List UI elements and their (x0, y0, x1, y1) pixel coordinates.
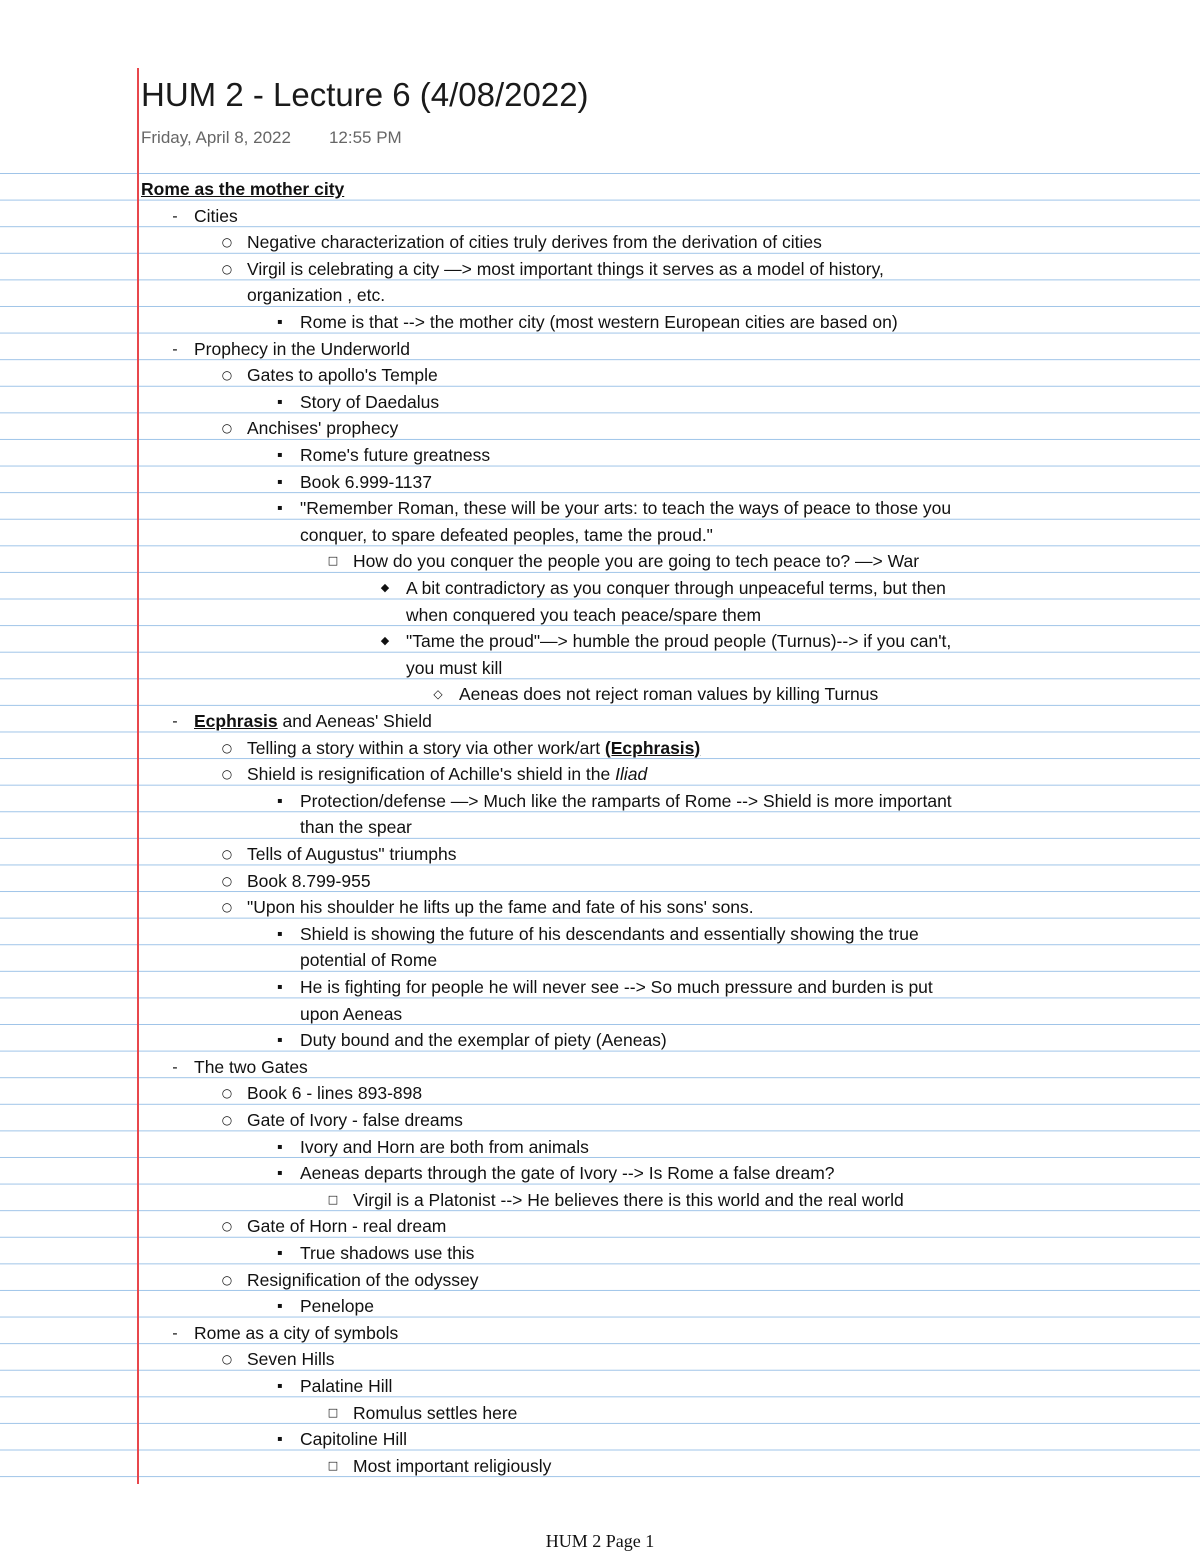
outline-text (300, 469, 432, 496)
text-run: Story of Daedalus (300, 391, 440, 412)
text-run: Shield is resignification of Achille's shield in the (247, 764, 616, 785)
hollow-square-bullet-icon: □ (327, 1405, 339, 1419)
outline-text (247, 1267, 479, 1294)
text-run: Iliad (615, 764, 648, 785)
outline-line[interactable] (0, 1054, 1200, 1081)
dash-bullet-icon: - (172, 339, 178, 358)
outline-line[interactable] (0, 1267, 1200, 1294)
text-run: Cities (194, 205, 238, 226)
page-time: 12:55 PM (328, 128, 402, 147)
outline-text (406, 602, 761, 629)
outline-text (406, 655, 502, 682)
diamond-bullet-icon: ◆ (380, 581, 390, 594)
text-run: conquer, to spare defeated peoples, tame the proud." (300, 524, 713, 545)
text-run: Virgil is a Platonist --> He believes there is this world and the real world (353, 1189, 904, 1210)
outline-text (247, 229, 822, 256)
outline-line[interactable] (0, 1160, 1200, 1187)
outline-line[interactable] (0, 442, 1200, 469)
outline-text (247, 735, 700, 762)
hollow-square-bullet-icon: □ (327, 1458, 339, 1472)
hollow-square-bullet-icon: □ (327, 554, 339, 568)
text-run: Prophecy in the Underworld (194, 338, 410, 359)
circle-bullet-icon: ○ (221, 1113, 233, 1127)
text-run: potential of Rome (300, 950, 438, 971)
outline-text (247, 841, 457, 868)
outline-text (300, 947, 437, 974)
outline-line[interactable] (0, 1240, 1200, 1267)
outline-line[interactable] (0, 788, 1200, 815)
text-run: Protection/defense —> Much like the ramparts of Rome --> Shield is more important (300, 790, 952, 811)
outline-line[interactable] (0, 1027, 1200, 1054)
outline-line[interactable] (0, 947, 1200, 974)
text-run: He is fighting for people he will never see --> So much pressure and burden is put (300, 977, 933, 997)
outline-text (194, 336, 410, 363)
square-bullet-icon: ▪ (277, 1381, 283, 1390)
circle-bullet-icon: ○ (221, 1272, 233, 1287)
circle-bullet-icon: ○ (221, 368, 233, 383)
outline-text (300, 1293, 374, 1320)
outline-text (353, 1453, 551, 1480)
text-run: organization , etc. (247, 285, 386, 306)
outline-text (300, 1240, 474, 1267)
outline-line[interactable] (0, 708, 1200, 735)
outline-text (194, 708, 432, 735)
outline-text (247, 362, 438, 389)
text-run: and Aeneas' Shield (277, 711, 432, 731)
text-run: Virgil is celebrating a city —> most important things it serves as a model of history, (247, 258, 884, 279)
outline-line[interactable] (0, 841, 1200, 868)
outline-line[interactable] (0, 575, 1200, 602)
outline-text (300, 1001, 402, 1028)
square-bullet-icon: ▪ (277, 476, 283, 486)
outline-line[interactable] (0, 309, 1200, 336)
outline-line[interactable] (0, 974, 1200, 1001)
dash-bullet-icon: - (172, 1323, 178, 1342)
text-run: Negative characterization of cities truly derives from the derivation of cities (247, 232, 822, 253)
text-run: Gate of Ivory - false dreams (247, 1110, 463, 1130)
outline-text (247, 1080, 422, 1107)
outline-line[interactable] (0, 548, 1200, 575)
circle-bullet-icon: ○ (221, 235, 233, 250)
outline-line[interactable] (0, 1320, 1200, 1347)
outline-text (247, 894, 754, 921)
outline-text (406, 575, 946, 602)
outline-line[interactable] (0, 415, 1200, 442)
outline-text (300, 442, 490, 469)
circle-bullet-icon: ○ (221, 767, 233, 782)
square-bullet-icon: ▪ (277, 1141, 283, 1151)
text-run: A bit contradictory as you conquer through unpeaceful terms, but then (406, 578, 946, 598)
outline-text (194, 1320, 398, 1347)
outline-line[interactable] (0, 735, 1200, 762)
outline-line[interactable] (0, 921, 1200, 948)
outline-text (300, 1426, 407, 1453)
outline-text (247, 868, 371, 895)
text-run: Aeneas does not reject roman values by killing Turnus (459, 684, 879, 705)
outline-line[interactable] (0, 1001, 1200, 1028)
outline-text (300, 921, 919, 948)
outline-text (300, 788, 952, 815)
text-run: True shadows use this (300, 1243, 475, 1263)
text-run: you must kill (406, 657, 503, 678)
outline-line[interactable] (0, 282, 1200, 309)
outline-line[interactable] (0, 1373, 1200, 1400)
outline-text (353, 1400, 517, 1427)
outline-text (300, 1160, 835, 1187)
text-run: Gates to apollo's Temple (247, 365, 438, 386)
diamond-bullet-icon: ◆ (380, 634, 390, 648)
outline-line[interactable] (0, 1400, 1200, 1427)
circle-bullet-icon: ○ (221, 900, 233, 915)
square-bullet-icon: ▪ (277, 928, 283, 938)
outline-line[interactable] (0, 868, 1200, 895)
outline-line[interactable] (0, 1293, 1200, 1320)
square-bullet-icon: ▪ (277, 1035, 283, 1045)
outline-line[interactable] (0, 362, 1200, 389)
text-run: "Upon his shoulder he lifts up the fame and fate of his sons' sons. (247, 897, 754, 918)
outline-line[interactable] (0, 1213, 1200, 1240)
text-run: "Remember Roman, these will be your arts: to teach the ways of peace to those you (300, 498, 952, 519)
square-bullet-icon: ▪ (277, 450, 283, 459)
text-run: Ecphrasis (194, 711, 278, 731)
text-run: Book 8.799-955 (247, 870, 371, 891)
outline-line[interactable] (0, 894, 1200, 921)
outline-text (141, 176, 344, 203)
outline-line[interactable] (0, 681, 1200, 708)
outline-text (247, 1346, 335, 1373)
square-bullet-icon: ▪ (277, 1248, 283, 1257)
text-run: Resignification of the odyssey (247, 1269, 479, 1290)
text-run: Capitoline Hill (300, 1429, 407, 1450)
outline-line[interactable] (0, 176, 1200, 203)
square-bullet-icon: ▪ (277, 503, 283, 513)
page-date: Friday, April 8, 2022 (141, 128, 291, 147)
text-run: Gate of Horn - real dream (247, 1216, 447, 1237)
text-run: Rome's future greatness (300, 445, 491, 465)
outline-text (194, 1054, 308, 1081)
square-bullet-icon: ▪ (277, 1301, 283, 1311)
outline-text (247, 1107, 463, 1134)
circle-bullet-icon: ○ (221, 847, 233, 861)
page-footer: HUM 2 Page 1 (545, 1531, 655, 1551)
text-run: Ivory and Horn are both from animals (300, 1136, 589, 1157)
circle-bullet-icon: ○ (221, 1219, 233, 1234)
circle-bullet-icon: ○ (221, 1352, 233, 1367)
outline-line[interactable] (0, 602, 1200, 629)
text-run: when conquered you teach peace/spare them (406, 604, 762, 625)
text-run: Telling a story within a story via other work/art (247, 737, 605, 758)
outline-text (300, 814, 412, 841)
square-bullet-icon: ▪ (277, 982, 283, 991)
outline-text (194, 203, 238, 230)
outline-line[interactable] (0, 628, 1200, 655)
outline-line[interactable] (0, 469, 1200, 496)
square-bullet-icon: ▪ (277, 317, 283, 326)
square-bullet-icon: ▪ (277, 396, 283, 406)
outline-text (300, 522, 713, 549)
circle-bullet-icon: ○ (221, 740, 233, 755)
text-run: The two Gates (194, 1056, 308, 1077)
text-run: (Ecphrasis) (604, 737, 701, 758)
outline-line[interactable] (0, 389, 1200, 416)
outline-text (300, 309, 898, 336)
text-run: Penelope (300, 1296, 374, 1317)
circle-bullet-icon: ○ (221, 261, 233, 276)
outline-line[interactable] (0, 229, 1200, 256)
outline-line[interactable] (0, 495, 1200, 522)
dash-bullet-icon: - (172, 1057, 178, 1076)
outline-text (406, 628, 951, 655)
outline-line[interactable] (0, 203, 1200, 230)
outline-line[interactable] (0, 1187, 1200, 1214)
outline-line[interactable] (0, 1134, 1200, 1161)
outline-text (353, 1187, 904, 1214)
outline-text (300, 1373, 392, 1400)
circle-bullet-icon: ○ (221, 421, 233, 436)
text-run: Book 6.999-1137 (300, 471, 433, 492)
square-bullet-icon: ▪ (277, 1168, 283, 1178)
outline-text (300, 1134, 589, 1161)
outline-line[interactable] (0, 1453, 1200, 1480)
outline-text (300, 974, 933, 1001)
outline-line[interactable] (0, 336, 1200, 363)
outline-text (300, 495, 951, 522)
outline-text (247, 256, 884, 283)
outline-line[interactable] (0, 655, 1200, 682)
text-run: Tells of Augustus" triumphs (247, 844, 457, 864)
text-run: Rome as the mother city (141, 179, 345, 199)
text-run: "Tame the proud"—> humble the proud people (Turnus)--> if you can't, (406, 631, 952, 652)
outline-line[interactable] (0, 522, 1200, 549)
outline-line[interactable] (0, 1426, 1200, 1453)
text-run: upon Aeneas (300, 1003, 403, 1024)
hollow-diamond-bullet-icon: ◇ (433, 687, 443, 702)
text-run: Duty bound and the exemplar of piety (Aeneas) (300, 1030, 667, 1051)
text-run: Rome is that --> the mother city (most western European cities are based on) (300, 312, 898, 332)
text-run: Romulus settles here (353, 1402, 518, 1423)
square-bullet-icon: ▪ (277, 1434, 283, 1444)
dash-bullet-icon: - (172, 712, 178, 730)
outline-line[interactable] (0, 1107, 1200, 1134)
text-run: Most important religiously (353, 1455, 552, 1476)
outline-line[interactable] (0, 761, 1200, 788)
outline-text (247, 761, 647, 788)
text-run: How do you conquer the people you are going to tech peace to? —> War (353, 551, 920, 572)
outline-line[interactable] (0, 256, 1200, 283)
page-timestamp (141, 128, 402, 148)
outline-text (300, 1027, 667, 1054)
outline-text (247, 415, 398, 442)
outline-line[interactable] (0, 814, 1200, 841)
outline-text (300, 389, 439, 416)
text-run: Anchises' prophecy (247, 418, 399, 439)
outline-text (247, 282, 385, 309)
square-bullet-icon: ▪ (277, 795, 283, 805)
text-run: Seven Hills (247, 1349, 335, 1370)
text-run: Rome as a city of symbols (194, 1322, 399, 1343)
text-run: Aeneas departs through the gate of Ivory --> Is Rome a false dream? (300, 1163, 835, 1184)
page-title[interactable]: HUM 2 - Lecture 6 (4/08/2022) (141, 76, 589, 113)
hollow-square-bullet-icon: □ (327, 1192, 339, 1206)
circle-bullet-icon: ○ (221, 873, 233, 888)
outline-text (459, 681, 878, 708)
outline-line[interactable] (0, 1080, 1200, 1107)
text-run: than the spear (300, 817, 412, 838)
dash-bullet-icon: - (172, 206, 178, 225)
text-run: Book 6 - lines 893-898 (247, 1083, 423, 1104)
circle-bullet-icon: ○ (221, 1086, 233, 1101)
outline-line[interactable] (0, 1346, 1200, 1373)
outline-text (247, 1213, 446, 1240)
outline-text (353, 548, 919, 575)
text-run: Shield is showing the future of his descendants and essentially showing the true (300, 923, 919, 944)
text-run: Palatine Hill (300, 1376, 393, 1396)
